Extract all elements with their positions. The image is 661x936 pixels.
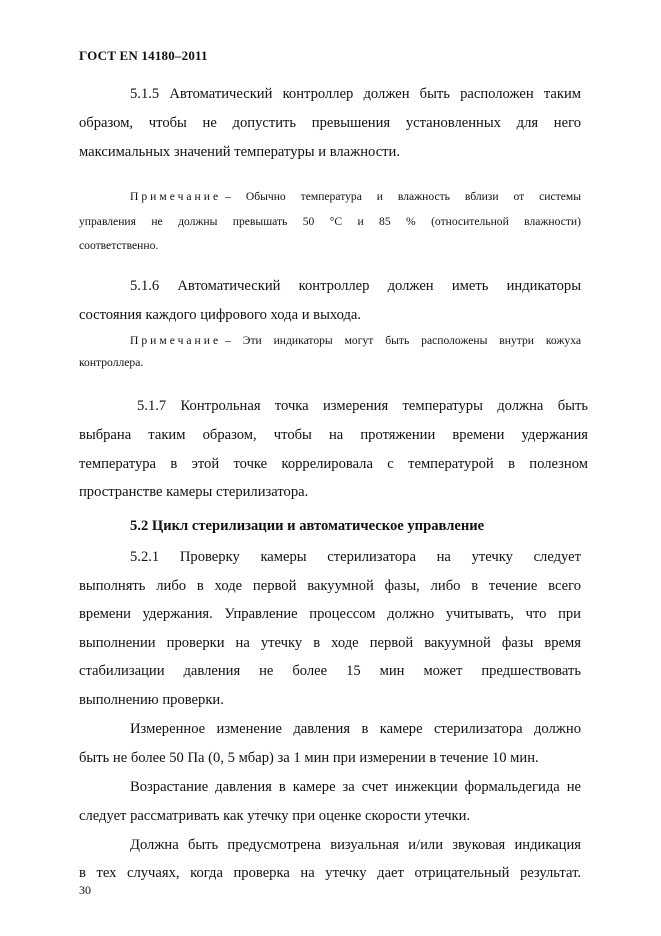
text-line: выполнению проверки. <box>79 692 224 708</box>
text-line: Возрастание давления в камере за счет инжекции формальдегида не <box>130 779 581 795</box>
text-line: максимальных значений температуры и влажности. <box>79 144 401 160</box>
text-line: следует рассматривать как утечку при оценке скорости утечки. <box>79 808 471 824</box>
note-text: – Обычно температура и влажность вблизи от системы <box>225 190 581 203</box>
text-line: быть не более 50 Па (0, 5 мбар) за 1 мин при измерении в течение 10 мин. <box>79 750 539 766</box>
section-heading: 5.2 Цикл стерилизации и автоматическое управление <box>130 518 485 534</box>
text-line: стабилизации давления не более 15 мин может предшествовать <box>79 663 581 679</box>
text-line: образом, чтобы не допустить превышения установленных для него <box>79 115 581 131</box>
page-number: 30 <box>79 883 91 897</box>
note-label: Примечание <box>130 334 222 347</box>
text-line: 5.1.6 Автоматический контроллер должен иметь индикаторы <box>130 278 581 294</box>
note-label: Примечание <box>130 190 222 203</box>
note-line <box>130 190 581 204</box>
text-line: Измеренное изменение давления в камере стерилизатора должно <box>130 721 581 737</box>
text-line: в тех случаях, когда проверка на утечку дает отрицательный результат. <box>79 865 581 881</box>
text-line: 5.2.1 Проверку камеры стерилизатора на утечку следует <box>130 549 581 565</box>
text-line: пространстве камеры стерилизатора. <box>79 484 309 500</box>
text-line: 5.1.7 Контрольная точка измерения температуры должна быть <box>137 398 588 414</box>
note-line: контроллера. <box>79 356 144 369</box>
text-line: 5.1.5 Автоматический контроллер должен быть расположен таким <box>130 86 581 102</box>
text-line: состояния каждого цифрового хода и выхода. <box>79 307 362 323</box>
note-line <box>130 334 581 348</box>
document-header: ГОСТ EN 14180–2011 <box>79 48 208 63</box>
text-line: выполнении проверки на утечку в ходе первой вакуумной фазы время <box>79 635 581 651</box>
text-line: выполнять либо в ходе первой вакуумной фазы, либо в течение всего <box>79 578 581 594</box>
note-line: соответственно. <box>79 239 159 252</box>
text-line: Должна быть предусмотрена визуальная и/или звуковая индикация <box>130 837 581 853</box>
text-line: температура в этой точке коррелировала с температурой в полезном <box>79 456 588 472</box>
text-line: времени удержания. Управление процессом должно учитывать, что при <box>79 606 581 622</box>
note-text: – Эти индикаторы могут быть расположены внутри кожуха <box>225 334 581 347</box>
note-line: управления не должны превышать 50 °С и 85 % (относительной влажности) <box>79 215 581 228</box>
text-line: выбрана таким образом, чтобы на протяжении времени удержания <box>79 427 588 443</box>
